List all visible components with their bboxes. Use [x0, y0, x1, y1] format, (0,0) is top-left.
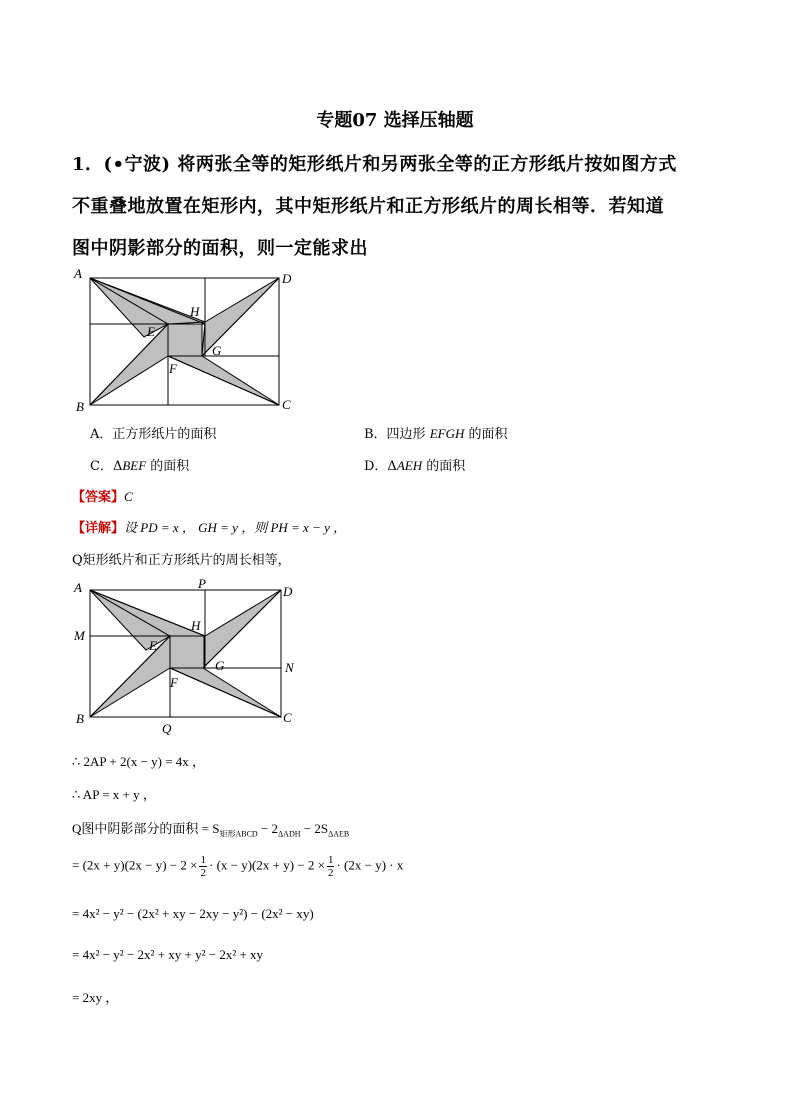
- label2-n: N: [285, 660, 294, 675]
- question-line-3: 图中阴影部分的面积，则一定能求出: [72, 238, 368, 259]
- step-4: = (2x + y)(2x − y) − 2 × $\frac{1}{2}$ · (x − y)(2x + y) − 2 × $\frac{1}{2}$ · (2x − y) · x: [72, 854, 404, 879]
- label2-g: G: [215, 658, 225, 673]
- question-line-2: 不重叠地放置在矩形内，其中矩形纸片和正方形纸片的周长相等．若知道: [72, 196, 664, 217]
- step-3: Q图中阴影部分的面积 = $S_{矩形ABCD} - 2_{\Delta ADH} - 2S_{\Delta AEB}$: [72, 821, 350, 839]
- detail-text: 设 PD = x ， GH = y ，则 PH = x − y ，: [124, 520, 347, 535]
- step-6: = 4x² − y² − 2x² + xy + y² − 2x² + xy: [72, 947, 264, 962]
- label-a: A: [74, 266, 82, 281]
- because-line-1: Q矩形纸片和正方形纸片的周长相等，: [72, 553, 291, 568]
- answer-value: C: [124, 489, 133, 504]
- fraction-half-1: $\frac{1}{2}$: [200, 854, 206, 879]
- step-5: = 4x² − y² − (2x² + xy − 2xy − y²) − (2x² − xy): [72, 906, 314, 921]
- label2-q: Q: [162, 721, 172, 736]
- label-d: D: [282, 271, 292, 286]
- fraction-half-2: $\frac{1}{2}$: [327, 854, 334, 879]
- label2-b: B: [76, 711, 84, 726]
- label-h: H: [190, 304, 200, 319]
- label2-a: A: [74, 580, 82, 595]
- option-a: A．正方形纸片的面积: [90, 427, 217, 442]
- figure-2: [70, 572, 310, 742]
- label2-m: M: [74, 628, 85, 643]
- option-d: D．ΔAEH 的面积: [364, 458, 466, 474]
- answer-label: 【答案】: [72, 490, 125, 505]
- detail-label: 【详解】: [72, 521, 125, 536]
- label-f: F: [169, 361, 177, 376]
- label2-f: F: [170, 675, 178, 690]
- label-g: G: [212, 343, 222, 358]
- label2-h: H: [191, 618, 201, 633]
- shade-center-square: [168, 324, 202, 356]
- answer-line: [72, 486, 133, 505]
- label-e: E: [147, 324, 155, 339]
- option-c: C．ΔBEF 的面积: [90, 458, 190, 474]
- option-b: B．四边形 EFGH 的面积: [364, 426, 508, 442]
- step-7: = 2xy ，: [72, 990, 119, 1005]
- page-title: 专题07 选择压轴题: [316, 110, 474, 131]
- label2-e: E: [149, 638, 157, 653]
- figure-1: [70, 265, 310, 415]
- label2-p: P: [198, 576, 206, 591]
- label2-d: D: [283, 584, 293, 599]
- shade2-center-square: [170, 636, 204, 668]
- step-2: ∴ AP = x + y ，: [72, 787, 156, 802]
- label2-c: C: [283, 710, 292, 725]
- detail-line: [72, 517, 346, 536]
- label-c: C: [282, 397, 291, 412]
- step-1: ∴ 2AP + 2(x − y) = 4x ，: [72, 754, 206, 769]
- question-line-1: 1．(•宁波) 将两张全等的矩形纸片和另两张全等的正方形纸片按如图方式: [72, 154, 677, 175]
- label-b: B: [76, 399, 84, 414]
